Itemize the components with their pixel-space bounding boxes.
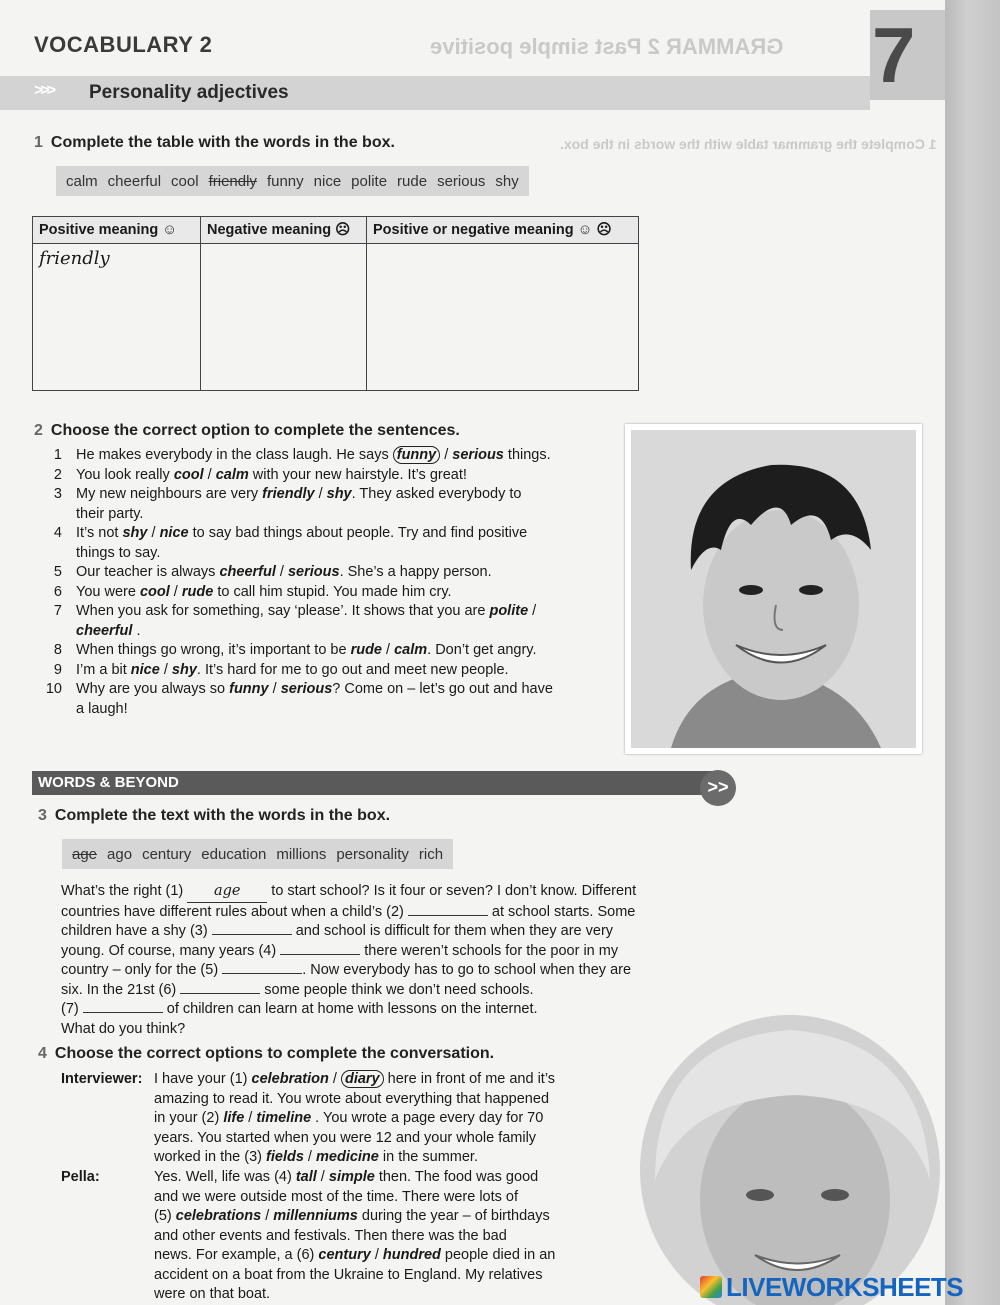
option-separator: /: [169, 583, 182, 600]
word-box-item: millions: [276, 845, 327, 863]
ex1-word-box: [56, 166, 529, 196]
text-segment: six. In the 21st (6): [61, 981, 181, 998]
sentence-number: 4: [53, 525, 62, 541]
conversation-option[interactable]: life: [223, 1110, 245, 1126]
sentence-number: 3: [53, 486, 62, 502]
option-a[interactable]: friendly: [262, 486, 315, 502]
sentence-item: [40, 446, 610, 466]
ex3-instruction: Complete the text with the words in the box.: [54, 807, 391, 824]
sentence-text: He makes everybody in the class laugh. He says: [76, 447, 393, 463]
conversation-option[interactable]: diary: [344, 1071, 380, 1087]
text-segment: young. Of course, many years (4): [61, 942, 281, 959]
conversation-option[interactable]: simple: [328, 1169, 375, 1185]
conversation-line: amazing to read it. You wrote about everything that happened: [154, 1090, 550, 1107]
sentence-text: Why are you always so: [76, 681, 230, 697]
answer-friendly: friendly: [39, 248, 110, 269]
ex1-number: 1: [34, 134, 43, 151]
gap-input[interactable]: age: [187, 882, 267, 903]
conversation-line: and we were outside most of the time. There were lots of: [154, 1188, 519, 1205]
option-separator: /: [314, 486, 327, 502]
conversation-line: Yes. Well, life was (4) tall / simple then. The food was good: [154, 1169, 539, 1185]
option-separator: /: [147, 525, 160, 541]
word-box-item: funny: [266, 172, 304, 190]
ex2-number: 2: [34, 422, 43, 439]
ex4-heading: [38, 1045, 494, 1063]
text-line: [61, 942, 721, 962]
text-segment: of children can learn at home with lessons on the internet.: [162, 1001, 538, 1017]
option-separator: /: [440, 447, 453, 463]
sentence-item: [40, 641, 610, 661]
text-line: [61, 882, 721, 903]
ex3-word-box: [62, 839, 453, 869]
option-b[interactable]: nice: [159, 525, 189, 541]
conversation-option[interactable]: celebration: [251, 1071, 329, 1087]
header-positive: Positive meaning ☺: [33, 217, 201, 244]
sentence-text: When you ask for something, say ‘please’. It shows that you are: [76, 603, 490, 619]
sentence-item: [40, 563, 610, 583]
unit-number: 7: [872, 11, 916, 99]
conversation-line: years. You started when you were 12 and your whole family: [154, 1129, 537, 1146]
book-spine-edge: [945, 0, 1000, 1305]
text-segment: . Now everybody has to go to school when they are: [302, 962, 632, 978]
ex3-heading: [38, 807, 390, 825]
conversation-line: and other events and festivals. Then there was the bad: [154, 1227, 507, 1244]
word-box-item: education: [201, 845, 267, 863]
word-box-item: calm: [66, 172, 98, 190]
section-title: VOCABULARY 2: [34, 32, 213, 57]
option-b[interactable]: rude: [181, 583, 214, 600]
ex1-table: [32, 216, 639, 391]
young-person-illustration: [631, 430, 916, 748]
text-segment: at school starts. Some: [487, 903, 636, 920]
conversation-line: (5) celebrations / millenniums during the year – of birthdays: [154, 1208, 550, 1224]
conversation-option[interactable]: [341, 1070, 384, 1088]
sentence-item: [40, 485, 610, 524]
interviewer-label: Interviewer:: [61, 1071, 143, 1087]
gap-input[interactable]: [180, 993, 260, 994]
sentence-continuation: a laugh!: [76, 700, 128, 717]
word-box-item: century: [142, 845, 192, 863]
word-box-item: personality: [336, 845, 409, 863]
conversation-line: accident on a boat from the Ukraine to England. My relatives: [154, 1266, 543, 1283]
sentence-text: . Don’t get angry.: [427, 642, 537, 658]
sentence-text: My new neighbours are very: [76, 486, 263, 502]
conversation-option[interactable]: timeline: [256, 1110, 312, 1126]
words-beyond-title: WORDS & BEYOND: [38, 774, 179, 791]
option-b[interactable]: shy: [326, 486, 352, 502]
gap-input[interactable]: [280, 954, 360, 955]
ex2-heading: [34, 422, 460, 440]
conversation-option[interactable]: hundred: [382, 1247, 441, 1263]
option-b[interactable]: calm: [215, 466, 249, 483]
word-box-item: serious: [437, 172, 486, 190]
sentence-item: [40, 661, 610, 681]
option-a[interactable]: funny: [229, 681, 269, 697]
sentence-text: I’m a bit: [76, 661, 131, 678]
option-b[interactable]: calm: [394, 642, 428, 658]
option-a[interactable]: rude: [350, 642, 382, 658]
conversation-option[interactable]: tall: [295, 1169, 317, 1185]
photo-elderly-woman: [615, 1000, 945, 1305]
sentence-number: 8: [53, 642, 62, 658]
sentence-continuation: their party.: [76, 505, 144, 522]
option-b[interactable]: serious: [280, 681, 333, 697]
conversation-line: in your (2) life / timeline . You wrote a page every day for 70: [154, 1110, 544, 1126]
ex4-number: 4: [38, 1045, 47, 1062]
ex2-instruction: Choose the correct option to complete the sentences.: [50, 422, 460, 439]
conversation-line: I have your (1) celebration / diary here in front of me and it’s: [154, 1071, 556, 1087]
elderly-woman-illustration: [615, 1000, 945, 1305]
sentence-item: [40, 680, 610, 719]
sentence-text: . She’s a happy person.: [339, 564, 492, 580]
text-segment: and school is difficult for them when they are very: [291, 923, 614, 939]
option-separator: /: [275, 564, 288, 580]
conversation-line: were on that boat.: [154, 1286, 271, 1302]
word-box-item: ago: [107, 845, 133, 863]
interviewer-text: [154, 1070, 621, 1168]
sentence-text: things.: [503, 447, 551, 463]
conversation-option[interactable]: fields: [266, 1149, 304, 1165]
header-negative: Negative meaning ☹: [201, 217, 367, 244]
word-box-item: polite: [351, 172, 388, 190]
sentence-text: ? Come on – let’s go out and have: [332, 681, 553, 697]
word-box-item: age: [72, 845, 98, 863]
subsection-title: Personality adjectives: [89, 82, 289, 103]
conversation-option[interactable]: century: [318, 1247, 371, 1263]
conversation-option[interactable]: millenniums: [273, 1208, 358, 1224]
conversation-line: news. For example, a (6) century / hundred people died in an: [154, 1247, 556, 1263]
sentence-item: [40, 524, 610, 563]
text-segment: (7): [61, 1001, 83, 1017]
sentence-text: Our teacher is always: [76, 564, 220, 580]
text-segment: there weren’t schools for the poor in my: [360, 942, 619, 959]
option-separator: /: [203, 466, 216, 483]
sentence-text: with your new hairstyle. It’s great!: [248, 466, 467, 483]
option-a[interactable]: nice: [130, 661, 160, 678]
ex2-sentence-list: [40, 446, 610, 719]
ex4-instruction: Choose the correct options to complete the conversation.: [54, 1045, 495, 1062]
sentence-number: 1: [53, 447, 62, 463]
sentence-text: to say bad things about people. Try and find positive: [188, 525, 528, 541]
word-box-item: cheerful: [107, 172, 162, 190]
text-segment: countries have different rules about when a child’s (2): [61, 903, 408, 920]
subsection-bar: [0, 76, 870, 110]
photo-young-person: [625, 424, 922, 754]
conversation-line: worked in the (3) fields / medicine in the summer.: [154, 1149, 478, 1165]
word-box-item: shy: [495, 172, 519, 190]
sentence-number: 10: [45, 681, 62, 697]
option-separator: /: [159, 661, 172, 678]
text-segment: to start school? Is it four or seven? I don’t know. Different: [267, 883, 637, 899]
sentence-item: [40, 466, 610, 486]
word-box-item: friendly: [208, 172, 257, 190]
sentence-number: 2: [53, 466, 62, 483]
conversation-option[interactable]: celebrations: [175, 1208, 262, 1224]
ex4-pella-block: [61, 1168, 621, 1305]
text-segment: What’s the right (1): [61, 883, 188, 899]
sentence-text: . It’s hard for me to go out and meet new people.: [196, 661, 509, 678]
ex1-heading: [34, 134, 395, 152]
sentence-text: .: [132, 622, 141, 639]
watermark-text: LIVEWORKSHEETS: [726, 1272, 964, 1302]
sentence-continuation: [76, 622, 610, 642]
cell-negative[interactable]: [201, 244, 367, 391]
ex3-number: 3: [38, 807, 47, 824]
sentence-text: . They asked everybody to: [351, 486, 522, 502]
cell-both[interactable]: [367, 244, 639, 391]
option-b[interactable]: shy: [171, 661, 197, 678]
option-b[interactable]: serious: [452, 447, 504, 463]
option-separator: /: [528, 603, 537, 619]
sentence-item: [40, 602, 610, 641]
text-segment: What do you think?: [61, 1020, 186, 1037]
gap-input[interactable]: [212, 934, 292, 935]
ex4-interviewer-block: [61, 1070, 621, 1168]
sentence-text: It’s not: [76, 525, 123, 541]
gap-input[interactable]: [83, 1012, 163, 1013]
option-a[interactable]: shy: [122, 525, 148, 541]
liveworksheets-watermark: [700, 1272, 963, 1303]
sentence-number: 6: [53, 583, 62, 600]
option-a[interactable]: cool: [173, 466, 204, 483]
ex1-instruction: Complete the table with the words in the box.: [50, 134, 395, 151]
sentence-number: 5: [53, 564, 62, 580]
pella-label: Pella:: [61, 1169, 100, 1185]
option-separator: /: [268, 681, 281, 697]
gap-input[interactable]: [222, 973, 302, 974]
gap-input[interactable]: [408, 915, 488, 916]
sentence-text: You look really: [76, 466, 174, 483]
sentence-text: When things go wrong, it’s important to be: [76, 642, 351, 658]
text-segment: country – only for the (5): [61, 962, 223, 978]
sentence-number: 9: [53, 661, 62, 678]
words-beyond-bar: [32, 771, 712, 795]
sentence-number: 7: [53, 603, 62, 619]
bleed-through-title: GRAMMAR 2 Past simple positive: [430, 34, 784, 59]
option-a[interactable]: cool: [139, 583, 170, 600]
option-b[interactable]: cheerful: [76, 622, 133, 639]
conversation-option[interactable]: medicine: [316, 1149, 379, 1165]
text-segment: children have a shy (3): [61, 923, 212, 939]
sentence-continuation: things to say.: [76, 544, 161, 561]
word-box-item: rude: [397, 172, 428, 190]
option-separator: /: [382, 642, 395, 658]
option-a[interactable]: cheerful: [219, 564, 276, 580]
word-box-item: rich: [418, 845, 444, 863]
cell-positive[interactable]: [33, 244, 201, 391]
sentence-item: [40, 583, 610, 603]
text-line: [61, 981, 721, 1001]
forward-chevron-icon: >>: [700, 770, 736, 806]
option-a[interactable]: polite: [489, 603, 529, 619]
text-line: [61, 903, 721, 923]
option-a[interactable]: funny: [393, 446, 440, 464]
text-segment: some people think we don’t need schools.: [260, 981, 534, 998]
word-box-item: cool: [171, 172, 199, 190]
pella-text: [154, 1168, 621, 1305]
sentence-text: You were: [76, 583, 140, 600]
liveworksheets-logo-icon: [700, 1276, 722, 1298]
option-b[interactable]: serious: [287, 564, 340, 580]
text-line: [61, 961, 721, 981]
text-line: [61, 922, 721, 942]
header-both: Positive or negative meaning ☺ ☹: [367, 217, 639, 244]
word-box-item: nice: [313, 172, 342, 190]
chevron-icon: >>>: [34, 82, 54, 99]
sentence-text: to call him stupid. You made him cry.: [213, 583, 452, 600]
bleed-through-instruction: 1 Complete the grammar table with the words in the box.: [560, 136, 937, 152]
